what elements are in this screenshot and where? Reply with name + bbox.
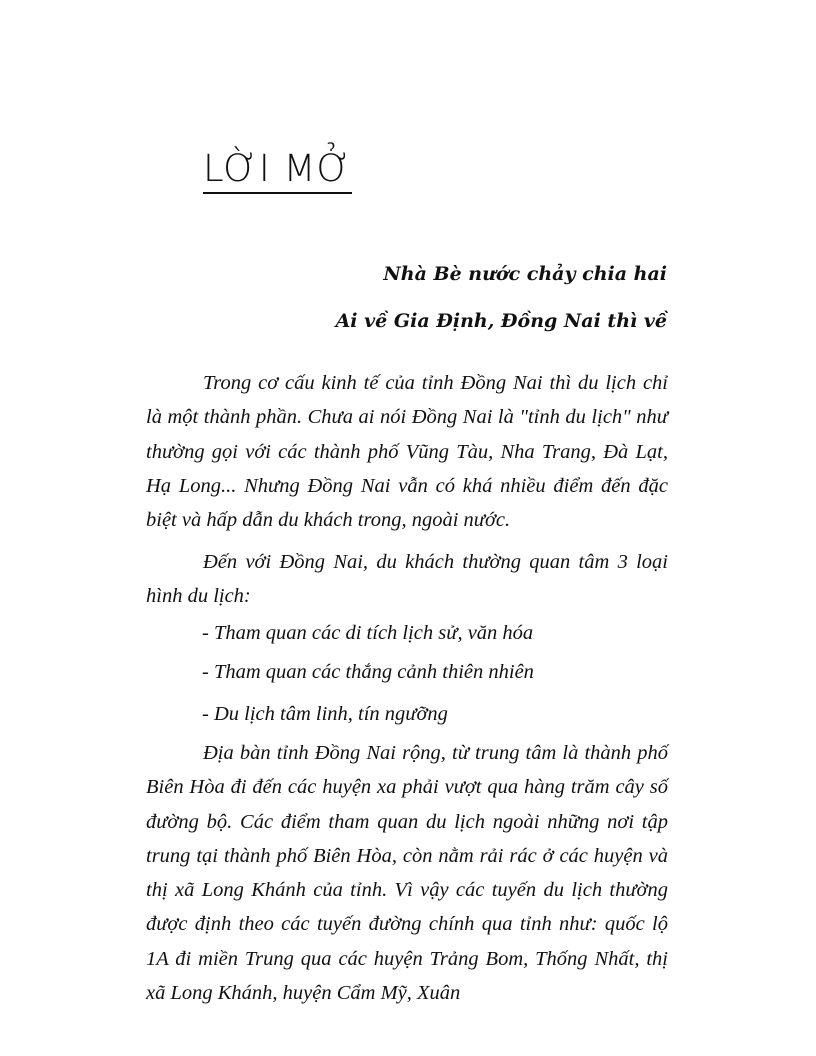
verse-line-2: Ai về Gia Định, Đồng Nai thì về	[335, 310, 667, 332]
verse-line-1: Nhà Bè nước chảy chia hai	[383, 263, 667, 285]
bullet-item-1: - Tham quan các di tích lịch sử, văn hóa	[202, 622, 534, 644]
paragraph-1: Trong cơ cấu kinh tế của tỉnh Đồng Nai thì du lịch chỉ là một thành phần. Chưa ai nói Đồng Nai là "tỉnh du lịch" như thường gọi với các thành phố Vũng Tàu, Nha Trang, Đà Lạt, Hạ Long... Nhưng Đồng Nai vẫn có khá nhiều điểm đến đặc biệt và hấp dẫn du khách trong, ngoài nước.	[146, 372, 668, 532]
page-heading: LỜI MỞ	[203, 150, 352, 194]
paragraph-2: Đến với Đồng Nai, du khách thường quan tâm 3 loại hình du lịch:	[146, 551, 668, 608]
paragraph-3: Địa bàn tỉnh Đồng Nai rộng, từ trung tâm là thành phố Biên Hòa đi đến các huyện xa phải vượt qua hàng trăm cây số đường bộ. Các điểm tham quan du lịch ngoài những nơi tập trung tại thành phố Biên Hòa, còn nằm rải rác ở các huyện và thị xã Long Khánh của tỉnh. Vì vậy các tuyến du lịch thường được định theo các tuyến đường chính qua tỉnh như: quốc lộ 1A đi miền Trung qua các huyện Trảng Bom, Thống Nhất, thị xã Long Khánh, huyện Cẩm Mỹ, Xuân	[146, 742, 668, 1005]
bullet-item-3: - Du lịch tâm linh, tín ngưỡng	[202, 703, 448, 725]
bullet-item-2: - Tham quan các thắng cảnh thiên nhiên	[202, 661, 534, 683]
